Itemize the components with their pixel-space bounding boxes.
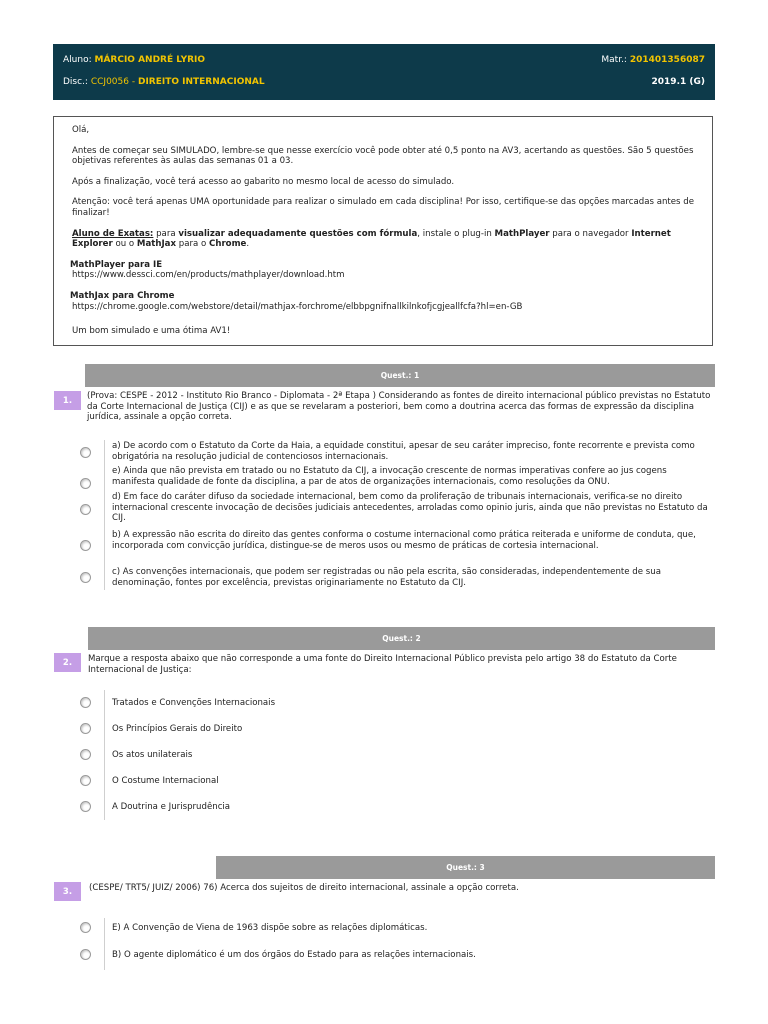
- exatas-bold-5: Chrome: [209, 239, 247, 250]
- question-2-option-5[interactable]: A Doutrina e Jurisprudência: [112, 802, 231, 812]
- matricula-info: [601, 55, 705, 65]
- question-2-option-5-radio[interactable]: [80, 801, 91, 812]
- exatas-text-1: para: [153, 228, 179, 239]
- question-1-option-c-radio[interactable]: [80, 572, 91, 583]
- disc-code: CCJ0056 -: [90, 77, 136, 87]
- discipline-info: [63, 77, 265, 87]
- question-1-option-a-radio[interactable]: [80, 447, 91, 458]
- question-1-option-c[interactable]: c) As convenções internacionais, que podem ser registradas ou não pela escrita, são consideradas, independentemente de sua denominação, fontes por excelência, previstas originariamente no Estatuto da CIJ.: [112, 567, 661, 588]
- question-2-option-1[interactable]: Tratados e Convenções Internacionais: [112, 698, 276, 708]
- instructions-paragraph-2: Após a finalização, você terá acesso ao gabarito no mesmo local de acesso do simulado.: [72, 176, 455, 187]
- greeting: Olá,: [72, 125, 90, 135]
- mathjax-link[interactable]: https://chrome.google.com/webstore/detail/mathjax-forchrome/elbbpgnifnallkilnkofjcgjeallfcfa?hl=en-GB: [72, 301, 523, 312]
- mathplayer-link[interactable]: https://www.dessci.com/en/products/mathplayer/download.htm: [72, 270, 345, 281]
- aluno-name: MÁRCIO ANDRÉ LYRIO: [94, 55, 206, 65]
- disc-label: Disc.:: [63, 77, 88, 87]
- exatas-text-4: ou o: [112, 239, 137, 250]
- question-3-number: 3.: [54, 882, 81, 901]
- exatas-bold-1: visualizar adequadamente questões com fórmula: [178, 228, 418, 239]
- question-1-option-d-radio[interactable]: [80, 504, 91, 515]
- mathjax-label: MathJax para Chrome: [70, 290, 175, 301]
- question-3-header: [216, 856, 715, 879]
- exatas-text-3: para o navegador: [549, 228, 632, 239]
- question-1-option-a[interactable]: a) De acordo com o Estatuto da Corte da Haia, a equidade constitui, apesar de seu caráter impreciso, fonte recorrente e prevista como obrigatória na resolução judicial de contenciosos internacionais.: [112, 441, 695, 462]
- question-2-option-4[interactable]: O Costume Internacional: [112, 776, 219, 786]
- exatas-text-6: .: [246, 239, 250, 250]
- disc-name: DIREITO INTERNACIONAL: [137, 77, 265, 87]
- question-1-option-b[interactable]: b) A expressão não escrita do direito das gentes conforma o costume internacional como prática reiterada e uniforme de conduta, que, incorporada com convicção jurídica, distingue-se de meros usos ou mesmo de práticas de cortesia internacional.: [112, 530, 696, 551]
- closing-message: Um bom simulado e uma ótima AV1!: [72, 326, 231, 337]
- question-2-number: 2.: [54, 653, 81, 672]
- question-3-option-2[interactable]: B) O agente diplomático é um dos órgãos do Estado para as relações internacionais.: [112, 950, 476, 960]
- mathplayer-label: MathPlayer para IE: [70, 259, 163, 270]
- question-1-option-b-radio[interactable]: [80, 540, 91, 551]
- question-2-option-3-radio[interactable]: [80, 749, 91, 760]
- exatas-text-2: , instale o plug-in: [417, 228, 495, 239]
- question-1-text: (Prova: CESPE - 2012 - Instituto Rio Branco - Diplomata - 2ª Etapa ) Considerando as fontes de direito internacional público previstas no Estatuto da Corte Internacional de Justiça (CIJ) e as que se revelaram a posteriori, bem como a doutrina acerca das formas de expressão da disciplina jurídica, assinale a opção correta.: [87, 391, 711, 422]
- matr-value: 201401356087: [629, 55, 705, 65]
- question-3-options-divider: [104, 918, 105, 970]
- period: 2019.1 (G): [651, 77, 705, 87]
- question-3-option-1-radio[interactable]: [80, 922, 91, 933]
- mathjax-block: [72, 291, 694, 312]
- question-1-options-divider: [104, 440, 105, 590]
- question-3-option-2-radio[interactable]: [80, 949, 91, 960]
- exatas-text-5: para o: [176, 239, 210, 250]
- question-1-header: [85, 364, 715, 387]
- question-3-option-1[interactable]: E) A Convenção de Viena de 1963 dispõe sobre as relações diplomáticas.: [112, 923, 428, 933]
- question-2-text: Marque a resposta abaixo que não corresponde a uma fonte do Direito Internacional Público prevista pelo artigo 38 do Estatuto da Corte Internacional de Justiça:: [88, 654, 677, 675]
- question-2-options-divider: [104, 690, 105, 820]
- exatas-bold-4: MathJax: [136, 239, 177, 250]
- question-3-header-label: Quest.: 3: [446, 863, 485, 872]
- question-1-option-e[interactable]: e) Ainda que não prevista em tratado ou no Estatuto da CIJ, a invocação crescente de normas imperativas confere ao jus cogens manifesta qualidade de fonte da disciplina, a par de atos de organizações internacionais, como resoluções da ONU.: [112, 466, 667, 487]
- question-1-option-d[interactable]: d) Em face do caráter difuso da sociedade internacional, bem como da proliferação de tribunais internacionais, verifica-se no direito internacional crescente invocação de decisões judiciais antecedentes, arroladas como opinio juris, ainda que não previstas no Estatuto da CIJ.: [112, 492, 708, 523]
- question-1-option-e-radio[interactable]: [80, 478, 91, 489]
- question-2-option-4-radio[interactable]: [80, 775, 91, 786]
- exatas-bold-3: Internet Explorer: [72, 228, 671, 250]
- student-header: [53, 44, 715, 100]
- matr-label: Matr.:: [601, 55, 627, 65]
- question-1-number: 1.: [54, 391, 81, 410]
- exatas-bold-2: MathPlayer: [494, 228, 550, 239]
- question-2-option-2[interactable]: Os Princípios Gerais do Direito: [112, 724, 243, 734]
- question-2-option-3[interactable]: Os atos unilaterais: [112, 750, 193, 760]
- instructions-paragraph-1: Antes de começar seu SIMULADO, lembre-se que nesse exercício você pode obter até 0,5 ponto na AV3, acertando as questões. São 5 questões objetivas referentes às aulas das semanas 01 a 03.: [72, 145, 694, 167]
- question-2-header: [88, 627, 715, 650]
- question-2-header-label: Quest.: 2: [382, 634, 421, 643]
- exatas-lead: Aluno de Exatas:: [72, 228, 154, 239]
- question-3-text: (CESPE/ TRT5/ JUIZ/ 2006) 76) Acerca dos sujeitos de direito internacional, assinale a opção correta.: [89, 883, 519, 893]
- question-1-header-label: Quest.: 1: [380, 371, 420, 380]
- instructions-paragraph-3: Atenção: você terá apenas UMA oportunidade para realizar o simulado em cada disciplina! Por isso, certifique-se das opções marcadas antes de finalizar!: [72, 197, 695, 218]
- question-2-option-2-radio[interactable]: [80, 723, 91, 734]
- instructions-box: [53, 116, 713, 346]
- student-info: [63, 55, 205, 65]
- aluno-label: Aluno:: [63, 55, 92, 65]
- exatas-notice: [72, 229, 694, 250]
- mathplayer-block: [72, 260, 694, 281]
- question-2-option-1-radio[interactable]: [80, 697, 91, 708]
